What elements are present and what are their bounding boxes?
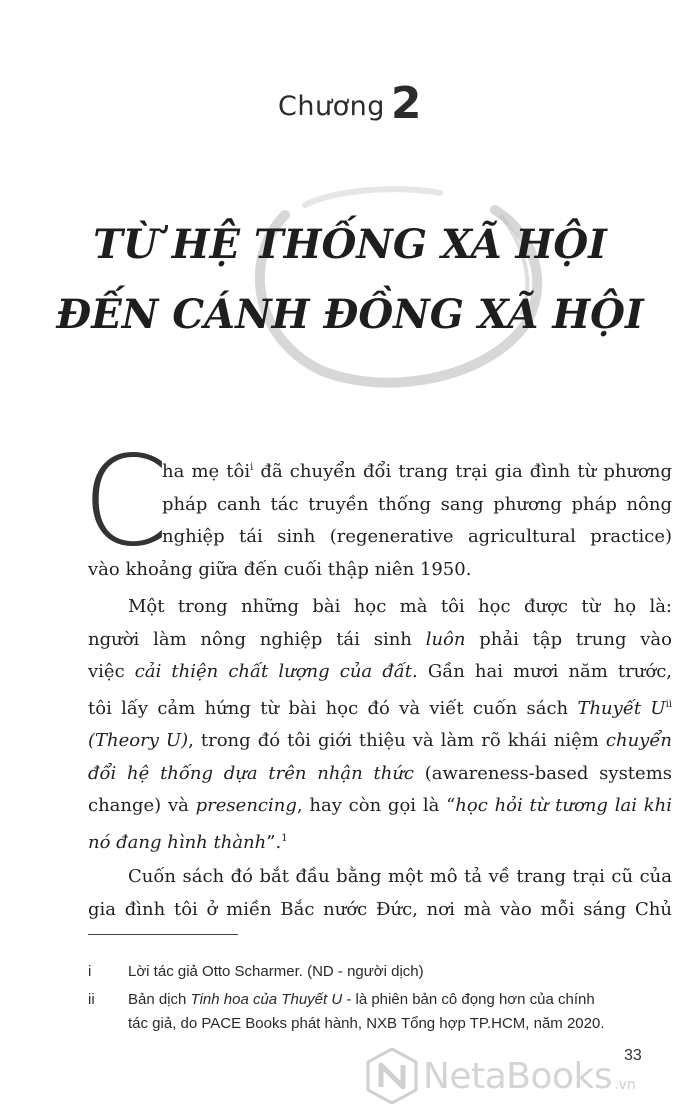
italic-text: Thuyết U: [577, 697, 666, 719]
text: , hay còn gọi là “: [296, 795, 456, 816]
chapter-title: [0, 210, 700, 350]
italic-text: presencing: [195, 795, 297, 816]
footnote-ref: i: [250, 462, 254, 473]
paragraph-line: [88, 656, 672, 689]
paragraph-2: [88, 591, 672, 859]
paragraph-line: [88, 689, 672, 726]
watermark-ext: .vn: [614, 1077, 636, 1093]
endnote-ref: 1: [281, 832, 288, 844]
italic-text: đổi hệ thống dựa trên nhận thức: [88, 762, 415, 784]
text: Bản dịch: [128, 991, 191, 1008]
paragraph-line: Cuốn sách đó bắt đầu bằng một mô tả về trang trại cũ của: [128, 866, 672, 887]
paragraph-line: [88, 624, 672, 657]
text: (awareness-based systems: [414, 762, 672, 784]
text: - là phiên bản cô đọng hơn của chính: [342, 991, 595, 1008]
paragraph-line: vào khoảng giữa đến cuối thập niên 1950.: [88, 558, 472, 580]
text: ”.: [266, 831, 282, 853]
text: người làm nông nghiệp tái sinh: [88, 628, 426, 650]
paragraph-line: [88, 452, 672, 489]
paragraph-line: [88, 790, 672, 823]
footnotes: [88, 960, 672, 1040]
text: ha mẹ tôi: [162, 461, 251, 482]
italic-text: Tinh hoa của Thuyết U: [190, 991, 343, 1008]
text: change) và: [88, 795, 196, 816]
text: phải tập trung vào: [465, 628, 672, 650]
chapter-label: [0, 78, 700, 129]
text: . Gần hai mươi năm trước,: [412, 661, 672, 682]
paragraph-line: [88, 823, 672, 860]
chapter-title-line-1: TỪ HỆ THỐNG XÃ HỘI: [93, 221, 607, 268]
italic-text: chuyển: [605, 730, 672, 751]
footnote-text: [128, 988, 672, 1036]
chapter-word: Chương: [278, 91, 385, 122]
drop-cap: C: [82, 430, 169, 574]
footnote-ref: ii: [665, 698, 673, 710]
paragraph-line: Một trong những bài học mà tôi học được từ họ là:: [128, 596, 672, 617]
paragraph-line: [88, 758, 672, 791]
paragraph-3: [88, 861, 672, 926]
chapter-number: 2: [390, 78, 422, 129]
text: việc: [88, 661, 135, 682]
paragraph-line: gia đình tôi ở miền Bắc nước Đức, nơi mà vào mỗi sáng Chủ: [88, 898, 672, 920]
page-number: 33: [624, 1047, 642, 1064]
footnote-mark: ii: [88, 991, 95, 1008]
footnote-divider: [88, 934, 238, 935]
text: tôi lấy cảm hứng từ bài học đó và viết cuốn sách: [88, 697, 578, 719]
netabooks-watermark: [365, 1046, 700, 1106]
italic-text: nó đang hình thành: [88, 831, 267, 853]
text: đã chuyển đổi trang trại gia đình từ phương: [253, 461, 672, 482]
watermark-text: NetaBooks: [423, 1055, 613, 1097]
paragraph-line: pháp canh tác truyền thống sang phương pháp nông: [162, 493, 672, 515]
text: , trong đó tôi giới thiệu và làm rõ khái niệm: [188, 730, 606, 751]
italic-text: (Theory U): [88, 730, 189, 751]
footnote-mark: i: [88, 963, 92, 980]
italic-text: cải thiện chất lượng của đất: [134, 661, 413, 682]
footnote-i: [88, 960, 672, 984]
paragraph-line: nghiệp tái sinh (regenerative agricultural practice): [162, 526, 672, 547]
footnote-text: Lời tác giả Otto Scharmer. (ND - người dịch): [128, 963, 424, 980]
netabooks-logo-icon: [365, 1047, 419, 1105]
italic-text: học hỏi từ tương lai khi: [455, 795, 672, 816]
italic-text: luôn: [425, 628, 466, 650]
footnote-ii: [88, 988, 672, 1036]
chapter-title-line-2: ĐẾN CÁNH ĐỒNG XÃ HỘI: [56, 291, 644, 338]
paragraph-1: [88, 452, 672, 586]
text: tác giả, do PACE Books phát hành, NXB Tổng hợp TP.HCM, năm 2020.: [128, 1015, 605, 1032]
paragraph-line: [88, 725, 672, 758]
